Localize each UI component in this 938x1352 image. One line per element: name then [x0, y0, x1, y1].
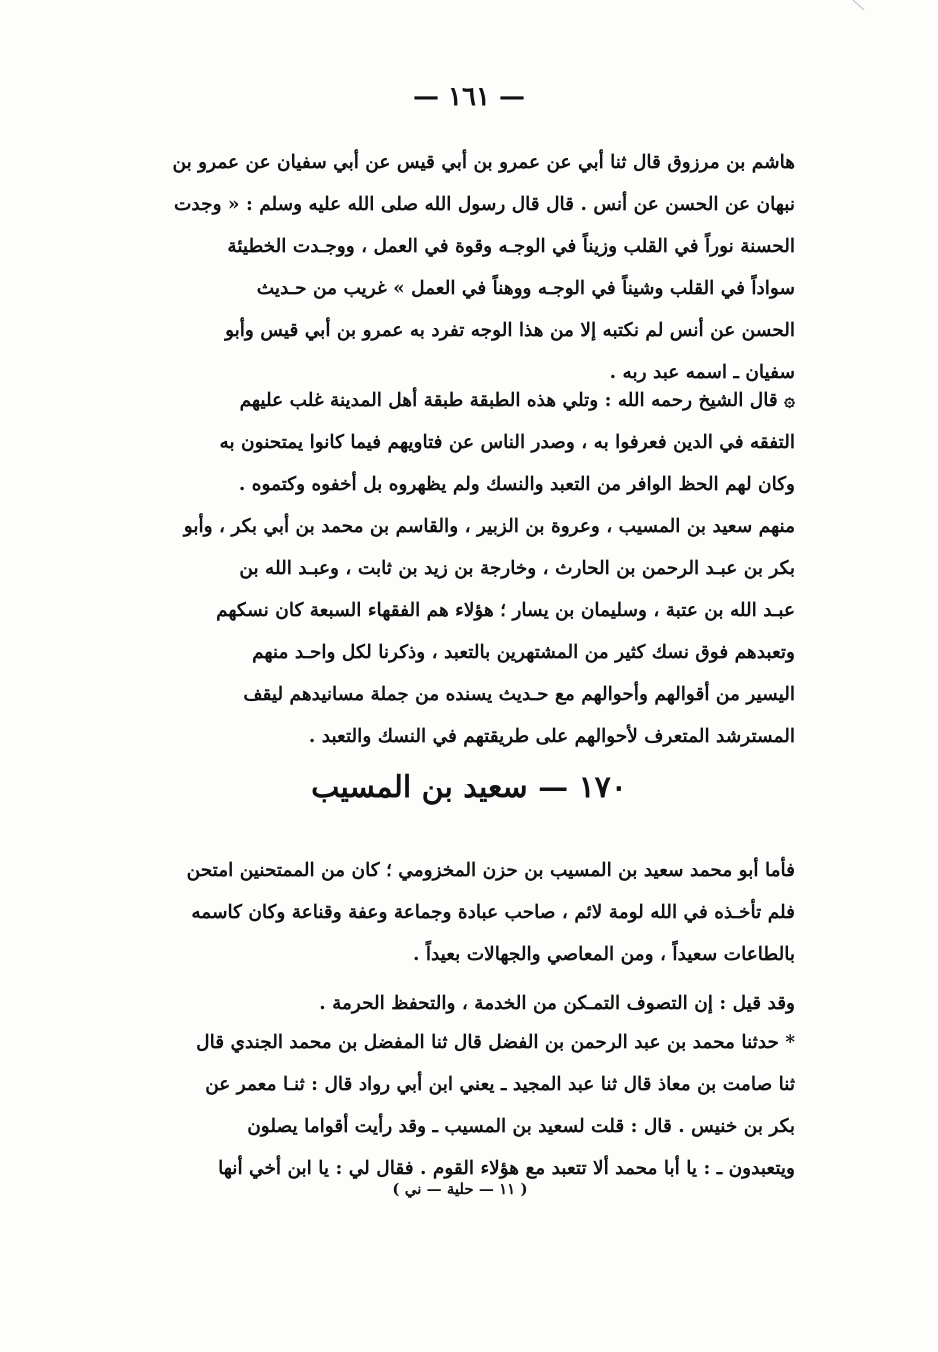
footer-signature: ( ١١ — حلية — ني ): [392, 1180, 528, 1198]
paragraph-said-intro: [150, 850, 795, 976]
paragraph-sufism-definition: [150, 983, 795, 1025]
paragraph-hadith-opening: [150, 142, 795, 394]
text-line: فأما أبو محمد سعيد بن المسيب بن حزن المخزومي ؛ كان من الممتحنين امتحن: [186, 860, 795, 881]
text-line: عبـد الله بن عتبة ، وسليمان بن يسار ؛ هؤلاء هم الفقهاء السبعة كان نسكهم: [216, 600, 795, 621]
text-line: الحسن عن أنس لم نكتبه إلا من هذا الوجه تفرد به عمرو بن أبي قيس وأبو: [225, 320, 795, 341]
text-line: الحسنة نوراً في القلب وزيناً في الوجـه وقوة في العمل ، ووجـدت الخطيئة: [227, 236, 795, 257]
text-line: بالطاعات سعيداً ، ومن المعاصي والجهالات بعيداً .: [412, 944, 795, 965]
text-line: ۞ قال الشيخ رحمه الله : وتلي هذه الطبقة طبقة أهل المدينة غلب عليهم: [239, 390, 795, 411]
text-line: * حدثنا محمد بن عبد الرحمن بن الفضل قال ثنا المفضل بن محمد الجندي قال: [196, 1032, 795, 1053]
text-line: اليسير من أقوالهم وأحوالهم مع حـديث يسنده من جملة مسانيدهم ليقف: [243, 684, 795, 705]
text-line: فلم تأخـذه في الله لومة لائم ، صاحب عبادة وجماعة وعفة وقناعة وكان كاسمه: [191, 902, 795, 923]
text-line: نبهان عن الحسن عن أنس . قال قال رسول الله صلى الله عليه وسلم : « وجدت: [174, 194, 795, 215]
text-line: المسترشد المتعرف لأحوالهم على طريقتهم في النسك والتعبد .: [308, 726, 795, 747]
text-line: ويتعبدون ـ : يا أبا محمد ألا تتعبد مع هؤلاء القوم . فقال لي : يا ابن أخي أنها: [218, 1158, 795, 1179]
text-line: سفيان ـ اسمه عبد ربه .: [609, 362, 795, 383]
scan-mark: [852, 0, 865, 10]
text-line: وقد قيل : إن التصوف التمـكن من الخدمة ، والتحفظ الحرمة .: [319, 993, 795, 1014]
text-line: ثنا صامت بن معاذ قال ثنا عبد المجيد ـ يعني ابن أبي رواد قال : ثنـا معمر عن: [205, 1074, 795, 1095]
text-line: هاشم بن مرزوق قال ثنا أبي عن عمرو بن أبي قيس عن أبي سفيان عن عمرو بن: [172, 152, 795, 173]
section-heading: ١٧٠ — سعيد بن المسيب: [311, 770, 627, 805]
text-line: بكر بن عبـد الرحمن بن الحارث ، وخارجة بن زيد بن ثابت ، وعبـد الله بن: [239, 558, 795, 579]
page-number: — ١٦١ —: [412, 82, 526, 112]
paragraph-hadith-chain: [150, 1022, 795, 1190]
paragraph-medina-generation: [150, 380, 795, 758]
text-line: وتعبدهم فوق نسك كثير من المشتهرين بالتعبد ، وذكرنا لكل واحـد منهم: [252, 642, 795, 663]
text-line: التفقه في الدين فعرفوا به ، وصدر الناس عن فتاويهم فيما كانوا يمتحنون به: [219, 432, 795, 453]
text-line: سواداً في القلب وشيناً في الوجـه ووهناً في العمل » غريب من حـديث: [256, 278, 795, 299]
text-line: وكان لهم الحظ الوافر من التعبد والنسك ولم يظهروه بل أخفوه وكتموه .: [238, 474, 795, 495]
text-line: منهم سعيد بن المسيب ، وعروة بن الزبير ، والقاسم بن محمد بن أبي بكر ، وأبو: [183, 516, 795, 537]
text-line: بكر بن خنيس . قال : قلت لسعيد بن المسيب ـ وقد رأيت أقواما يصلون: [247, 1116, 795, 1137]
